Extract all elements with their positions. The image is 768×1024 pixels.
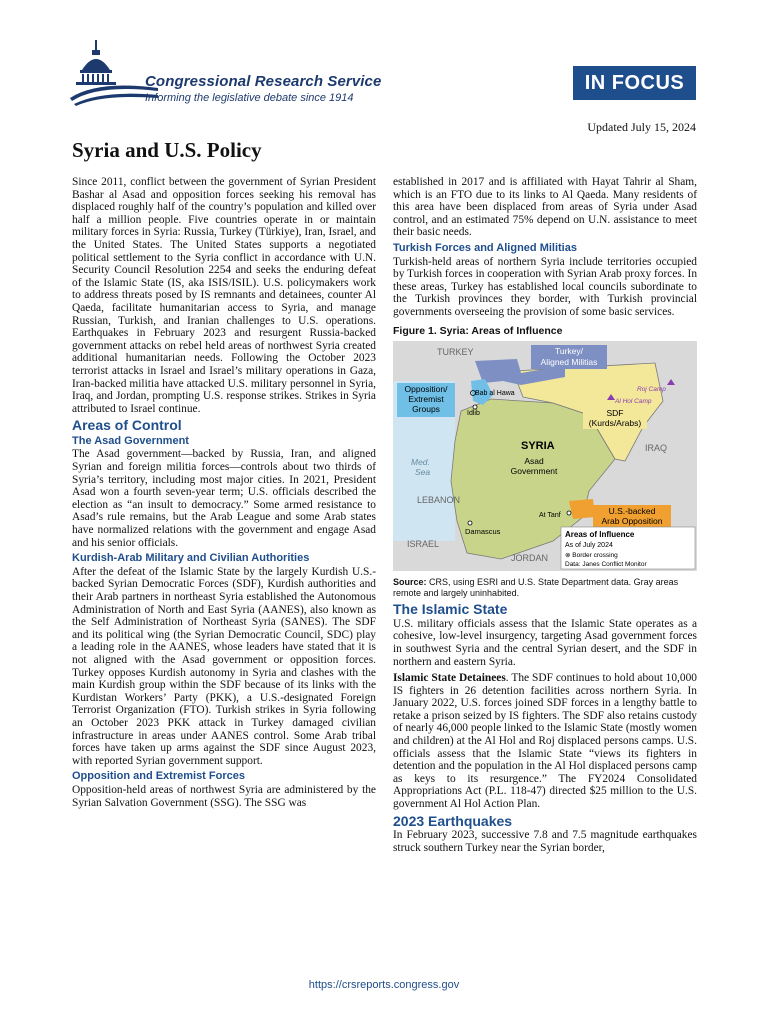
left-column [72,176,376,809]
right-column [393,176,697,854]
updated-date: Updated July 15, 2024 [587,120,696,134]
al-hol-camp-label: Al Hol Camp [615,398,652,406]
turkish-forces-paragraph: Turkish-held areas of northern Syria include territories occupied by Turkish forces in cooperation with Syrian Arab proxy forces. In these areas, Turkey has established local councils subordinate to the Turkish provinces they border, with Turkish provincial governments overseeing the provision of some basic services. [393,255,698,318]
earthquakes-paragraph: In February 2023, successive 7.8 and 7.5 magnitude earthquakes struck southern Turkey near the Syrian border, [393,829,697,854]
asad-government-heading: The Asad Government [72,434,189,447]
source-label: Source: [393,577,427,588]
earthquakes-heading: 2023 Earthquakes [393,812,513,829]
areas-of-control-heading: Areas of Control [72,417,182,434]
detainees-label: Islamic State Detainees [393,672,506,685]
figure-source [393,577,697,599]
page-title: Syria and U.S. Policy [72,138,262,162]
us-backed-area [569,499,595,519]
med-sea-label-1: Med. [411,457,430,468]
legend-data-source: Data: Janes Conflict Monitor [565,561,647,569]
legend-date: As of July 2024 [565,542,613,550]
syria-influence-map [393,341,697,571]
syria-label: SYRIA [521,440,555,453]
intro-paragraph: Since 2011, conflict between the government of Syrian President Bashar al Asad and opposition forces seeking his removal has displaced roughly half of the country’s population and killed over half a million people. Five countries operate in or maintain military forces in Syria: Russia, Turkey (Türkiye), Iran, Israel, and the United States. The United States supports a negotiated political settlement to the Syria conflict in accordance with U.N. Security Council Resolution 2254 and seeks the enduring defeat of the Islamic State (IS, aka ISIS/ISIL). U.S. policymakers work to address threats posed by IS remnants and detainees, counter Al Qaeda, facilitate humanitarian access to Syria, and manage Russian, Turkish, and Iranian challenges to U.S. operations. Earthquakes in February 2023 and resurgent Russia-backed government attacks on rebel held areas of northwest Syria created additional humanitarian needs. Following the October 2023 terrorist attacks in Israel and Israel’s military operations in Gaza, Iran-backed militia have attacked U.S. military personnel in Syria, Iraq, and Jordan, prompting U.S. response strikes. Strikes in Syria attributed to Israel continue. [72,176,376,415]
us-backed-label-1: U.S.-backed [608,506,656,517]
us-backed-label-2: Arab Opposition [601,516,663,527]
legend-crossing: ⊗ Border crossing [565,552,618,560]
org-tagline: Informing the legislative debate since 1914 [145,92,354,104]
islamic-state-paragraph: U.S. military officials assess that the Islamic State operates as a cohesive, low-level insurgency, targeting Asad government forces in southwest Syria and the central Syrian desert, and the SDF in northern and eastern Syria. [393,617,697,668]
sdf-label-2: (Kurds/Arabs) [588,418,642,429]
turkey-label: TURKEY [437,347,474,358]
org-name: Congressional Research Service [145,73,382,90]
turkish-forces-heading: Turkish Forces and Aligned Militias [393,241,577,254]
figure-caption: Figure 1. Syria: Areas of Influence [393,324,563,337]
source-text: CRS, using ESRI and U.S. State Department data. Gray areas remote and largely uninhabited. [393,577,679,599]
opposition-paragraph-cont: established in 2017 and is affiliated with Hayat Tahrir al Sham, which is an FTO due to its links to Al Qaeda. Many residents of this area have been displaced from areas of Syria under Asad control, and an estimated 75% depend on U.N. assistance to meet their basic needs. [393,176,697,239]
detainees-paragraph [393,672,697,811]
islamic-state-heading: The Islamic State [393,601,508,618]
damascus-label: Damascus [465,527,501,537]
asad-government-paragraph: The Asad government—backed by Russia, Iran, and aligned Syrian and foreign militia forces—controls about two thirds of Syria’s territory, including most major cities. In 2021, President Asad won a fourth seven-year term; U.S. officials described the election as “an insult to democracy.” Some armed resistance to Asad’s rule remains, but the Arab League and some Arab states have normalized relations with the government and engage Asad and his senior officials. [72,448,376,549]
bab-al-hawa-label: Bab al Hawa [475,390,515,398]
asad-label-2: Government [510,466,558,477]
at-tanf-icon [567,511,571,515]
legend-title: Areas of Influence [565,530,635,540]
turkey-aligned-label-1: Turkey/ [554,346,584,357]
in-focus-badge: IN FOCUS [573,66,696,100]
opposition-heading: Opposition and Extremist Forces [72,770,245,783]
at-tanf-label: At Tanf [539,512,561,520]
footer-url-link[interactable]: https://crsreports.congress.gov [308,979,460,991]
turkey-aligned-label-2: Aligned Militias [540,357,598,368]
opposition-label-3: Groups [412,404,440,415]
opposition-label-1: Opposition/ [404,384,448,395]
kurdish-arab-paragraph: After the defeat of the Islamic State by the largely Kurdish U.S.-backed Syrian Democratic Forces (SDF), Kurdish authorities and their Arab partners in northeast Syria established the Autonomous Administration of North and East Syria (AANES), also known as the Self Administration of Northeast Syria (SANES). The SDF and its political wing (the Syrian Democratic Council, SDC) play a leading role in the AANES, whose leaders have stated that it is not aligned with the Asad government or opposition forces. Turkey opposes Kurdish autonomy in Syria and clashes with the main Kurdish group within the SDF because of its links with the Kurdistan Workers’ Party (PKK), a U.S.-designated Foreign Terrorist Organization (FTO). Turkish strikes in Syria following an October 2023 PKK attack in Turkey damaged civilian infrastructure in areas under AANES control. Some Arab tribal forces have taken up arms against the SDF since August 2023, with reported Syrian government support. [72,565,376,767]
opposition-label-2: Extremist [408,394,444,405]
iraq-label: IRAQ [645,443,668,454]
kurdish-arab-heading: Kurdish-Arab Military and Civilian Authorities [72,552,310,565]
lebanon-label: LEBANON [417,495,461,506]
idlib-city-icon [473,405,477,409]
opposition-paragraph: Opposition-held areas of northwest Syria are administered by the Syrian Salvation Government (SSG). The SSG was [72,783,376,809]
roj-camp-label: Roj Camp [637,386,666,394]
sdf-label-1: SDF [606,408,624,419]
damascus-city-icon [468,521,472,525]
detainees-text: . The SDF continues to hold about 10,000 IS fighters in 26 detention facilities across northern Syria. In January 2022, U.S. forces joined SDF forces in a lengthy battle to retake a prison seized by IS fighters. The SDF also retains custody of nearly 46,000 people linked to the Islamic State (mostly women and children) at the Al Hol and Roj displaced persons camps. U.S. officials assess that the Islamic State “views its fighters in detention and the population in the Al Hol displaced persons camp as keys to its resurgence.” The FY2024 Consolidated Appropriations Act (P.L. 118-47) directed $25 million to the U.S. government Al Hol Action Plan. [393,672,697,811]
israel-label: ISRAEL [407,539,440,550]
jordan-label: JORDAN [511,553,549,564]
asad-label-1: Asad [524,456,544,467]
med-sea-label-2: Sea [415,467,431,478]
idlib-label: Idlib [467,410,480,418]
